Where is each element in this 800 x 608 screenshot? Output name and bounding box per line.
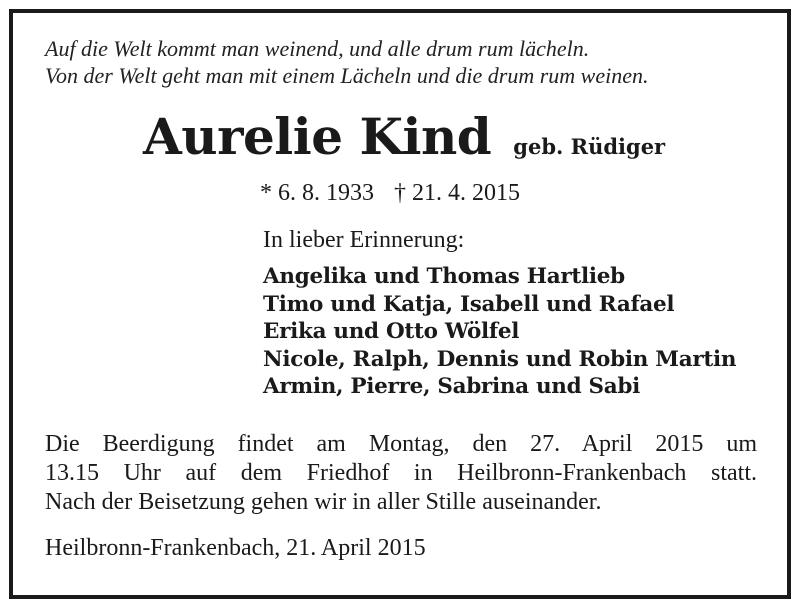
maiden-name: geb. Rüdiger [513, 134, 666, 159]
quote-line: Von der Welt geht man mit einem Lächeln und die drum rum weinen. [45, 63, 649, 88]
deceased-name: Aurelie Kind [143, 107, 492, 166]
memory-heading: In lieber Erinnerung: [263, 227, 465, 253]
epigraph-quote [45, 35, 649, 89]
mourner-line: Nicole, Ralph, Dennis und Robin Martin [263, 346, 737, 372]
mourner-line: Erika und Otto Wölfel [263, 319, 520, 344]
life-dates [260, 180, 520, 207]
quote-line: Auf die Welt kommt man weinend, und alle drum rum lächeln. [45, 36, 590, 61]
deceased-name-row [143, 107, 665, 166]
funeral-line: Nach der Beisetzung gehen wir in aller Stille auseinander. [45, 489, 602, 515]
funeral-line: Die Beerdigung findet am Montag, den 27. April 2015 um [45, 431, 757, 457]
place-and-date: Heilbronn-Frankenbach, 21. April 2015 [45, 535, 426, 561]
mourner-line: Armin, Pierre, Sabrina und Sabi [263, 374, 641, 399]
mourners-list [263, 263, 736, 401]
mourner-line: Timo und Katja, Isabell und Rafael [263, 291, 675, 317]
mourner-line: Angelika und Thomas Hartlieb [263, 264, 625, 289]
funeral-announcement [45, 430, 757, 517]
birth-date: * 6. 8. 1933 [260, 180, 374, 206]
funeral-line: 13.15 Uhr auf dem Friedhof in Heilbronn-Frankenbach statt. [45, 460, 757, 486]
obituary-notice [9, 9, 791, 599]
death-date: † 21. 4. 2015 [394, 180, 520, 206]
